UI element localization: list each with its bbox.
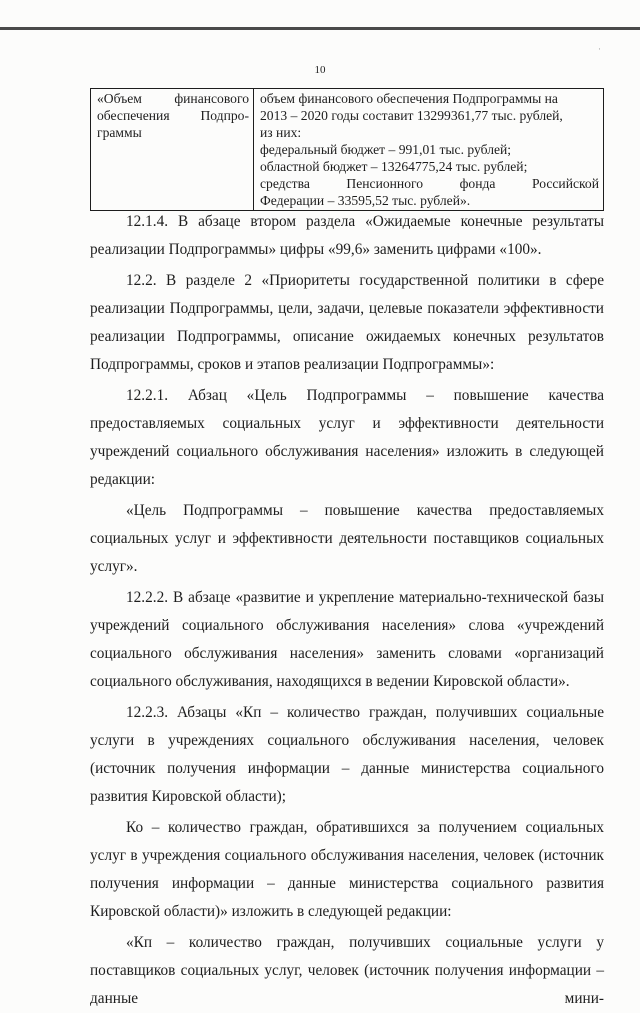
scan-mark: ·: [598, 44, 601, 54]
table-line: объем финансового обеспечения Подпрограммы на: [260, 91, 558, 106]
table-line: федеральный бюджет – 991,01 тыс. рублей;: [260, 142, 512, 157]
paragraph-ko: Ко – количество граждан, обратившихся за получением социальных услуг в учреждения социального обслуживания населения, человек (источник получения информации – данные министерства социального развития Кировской области)» изложить в следующей редакции:: [90, 819, 604, 920]
table-row: [91, 89, 604, 211]
paragraph-12-2: 12.2. В разделе 2 «Приоритеты государственной политики в сфере реализации Подпрограммы, цели, задачи, целевые показатели эффективности реализации Подпрограммы, описание ожидаемых конечных результатов Подпрограммы, сроков и этапов реализации Подпрограммы»:: [90, 272, 604, 373]
financing-table: [90, 88, 604, 211]
table-cell-value: [254, 89, 604, 211]
paragraph-kp-quote: «Кп – количество граждан, получивших социальные услуги у поставщиков социальных услуг, человек (источник получения информации – данные мини-: [90, 934, 604, 1007]
table-line: средства Пенсионного фонда Российской: [260, 176, 599, 191]
paragraph-12-2-1: 12.2.1. Абзац «Цель Подпрограммы – повышение качества предоставляемых социальных услуг и эффективности деятельности учреждений социального обслуживания населения» изложить в следующей редакции:: [90, 387, 604, 488]
scan-border-line: [0, 27, 640, 30]
document-body: [90, 208, 604, 1013]
paragraph-12-2-2: 12.2.2. В абзаце «развитие и укрепление материально-технической базы учреждений социального обслуживания населения» слова «учреждений социального обслуживания населения» заменить словами «организаций социального обслуживания, находящихся в ведении Кировской области».: [90, 589, 604, 690]
page-number: 10: [314, 64, 326, 76]
paragraph-goal-quote: «Цель Подпрограммы – повышение качества предоставляемых социальных услуг и эффективности деятельности поставщиков социальных услуг».: [90, 502, 604, 575]
table-line: Федерации – 33595,52 тыс. рублей».: [260, 193, 471, 208]
table-line: из них:: [260, 125, 302, 140]
table-line: областной бюджет – 13264775,24 тыс. рублей;: [260, 159, 528, 174]
paragraph-12-1-4: 12.1.4. В абзаце втором раздела «Ожидаемые конечные результаты реализации Подпрограммы» цифры «99,6» заменить цифрами «100».: [90, 213, 604, 258]
paragraph-12-2-3: 12.2.3. Абзацы «Кп – количество граждан, получивших социальные услуги в учреждениях социального обслуживания населения, человек (источник получения информации – данные министерства социального развития Кировской области);: [90, 704, 604, 805]
table-line: 2013 – 2020 годы составит 13299361,77 тыс. рублей,: [260, 108, 563, 123]
table-cell-label: «Объем финансового обеспечения Подпро-граммы: [91, 89, 254, 211]
